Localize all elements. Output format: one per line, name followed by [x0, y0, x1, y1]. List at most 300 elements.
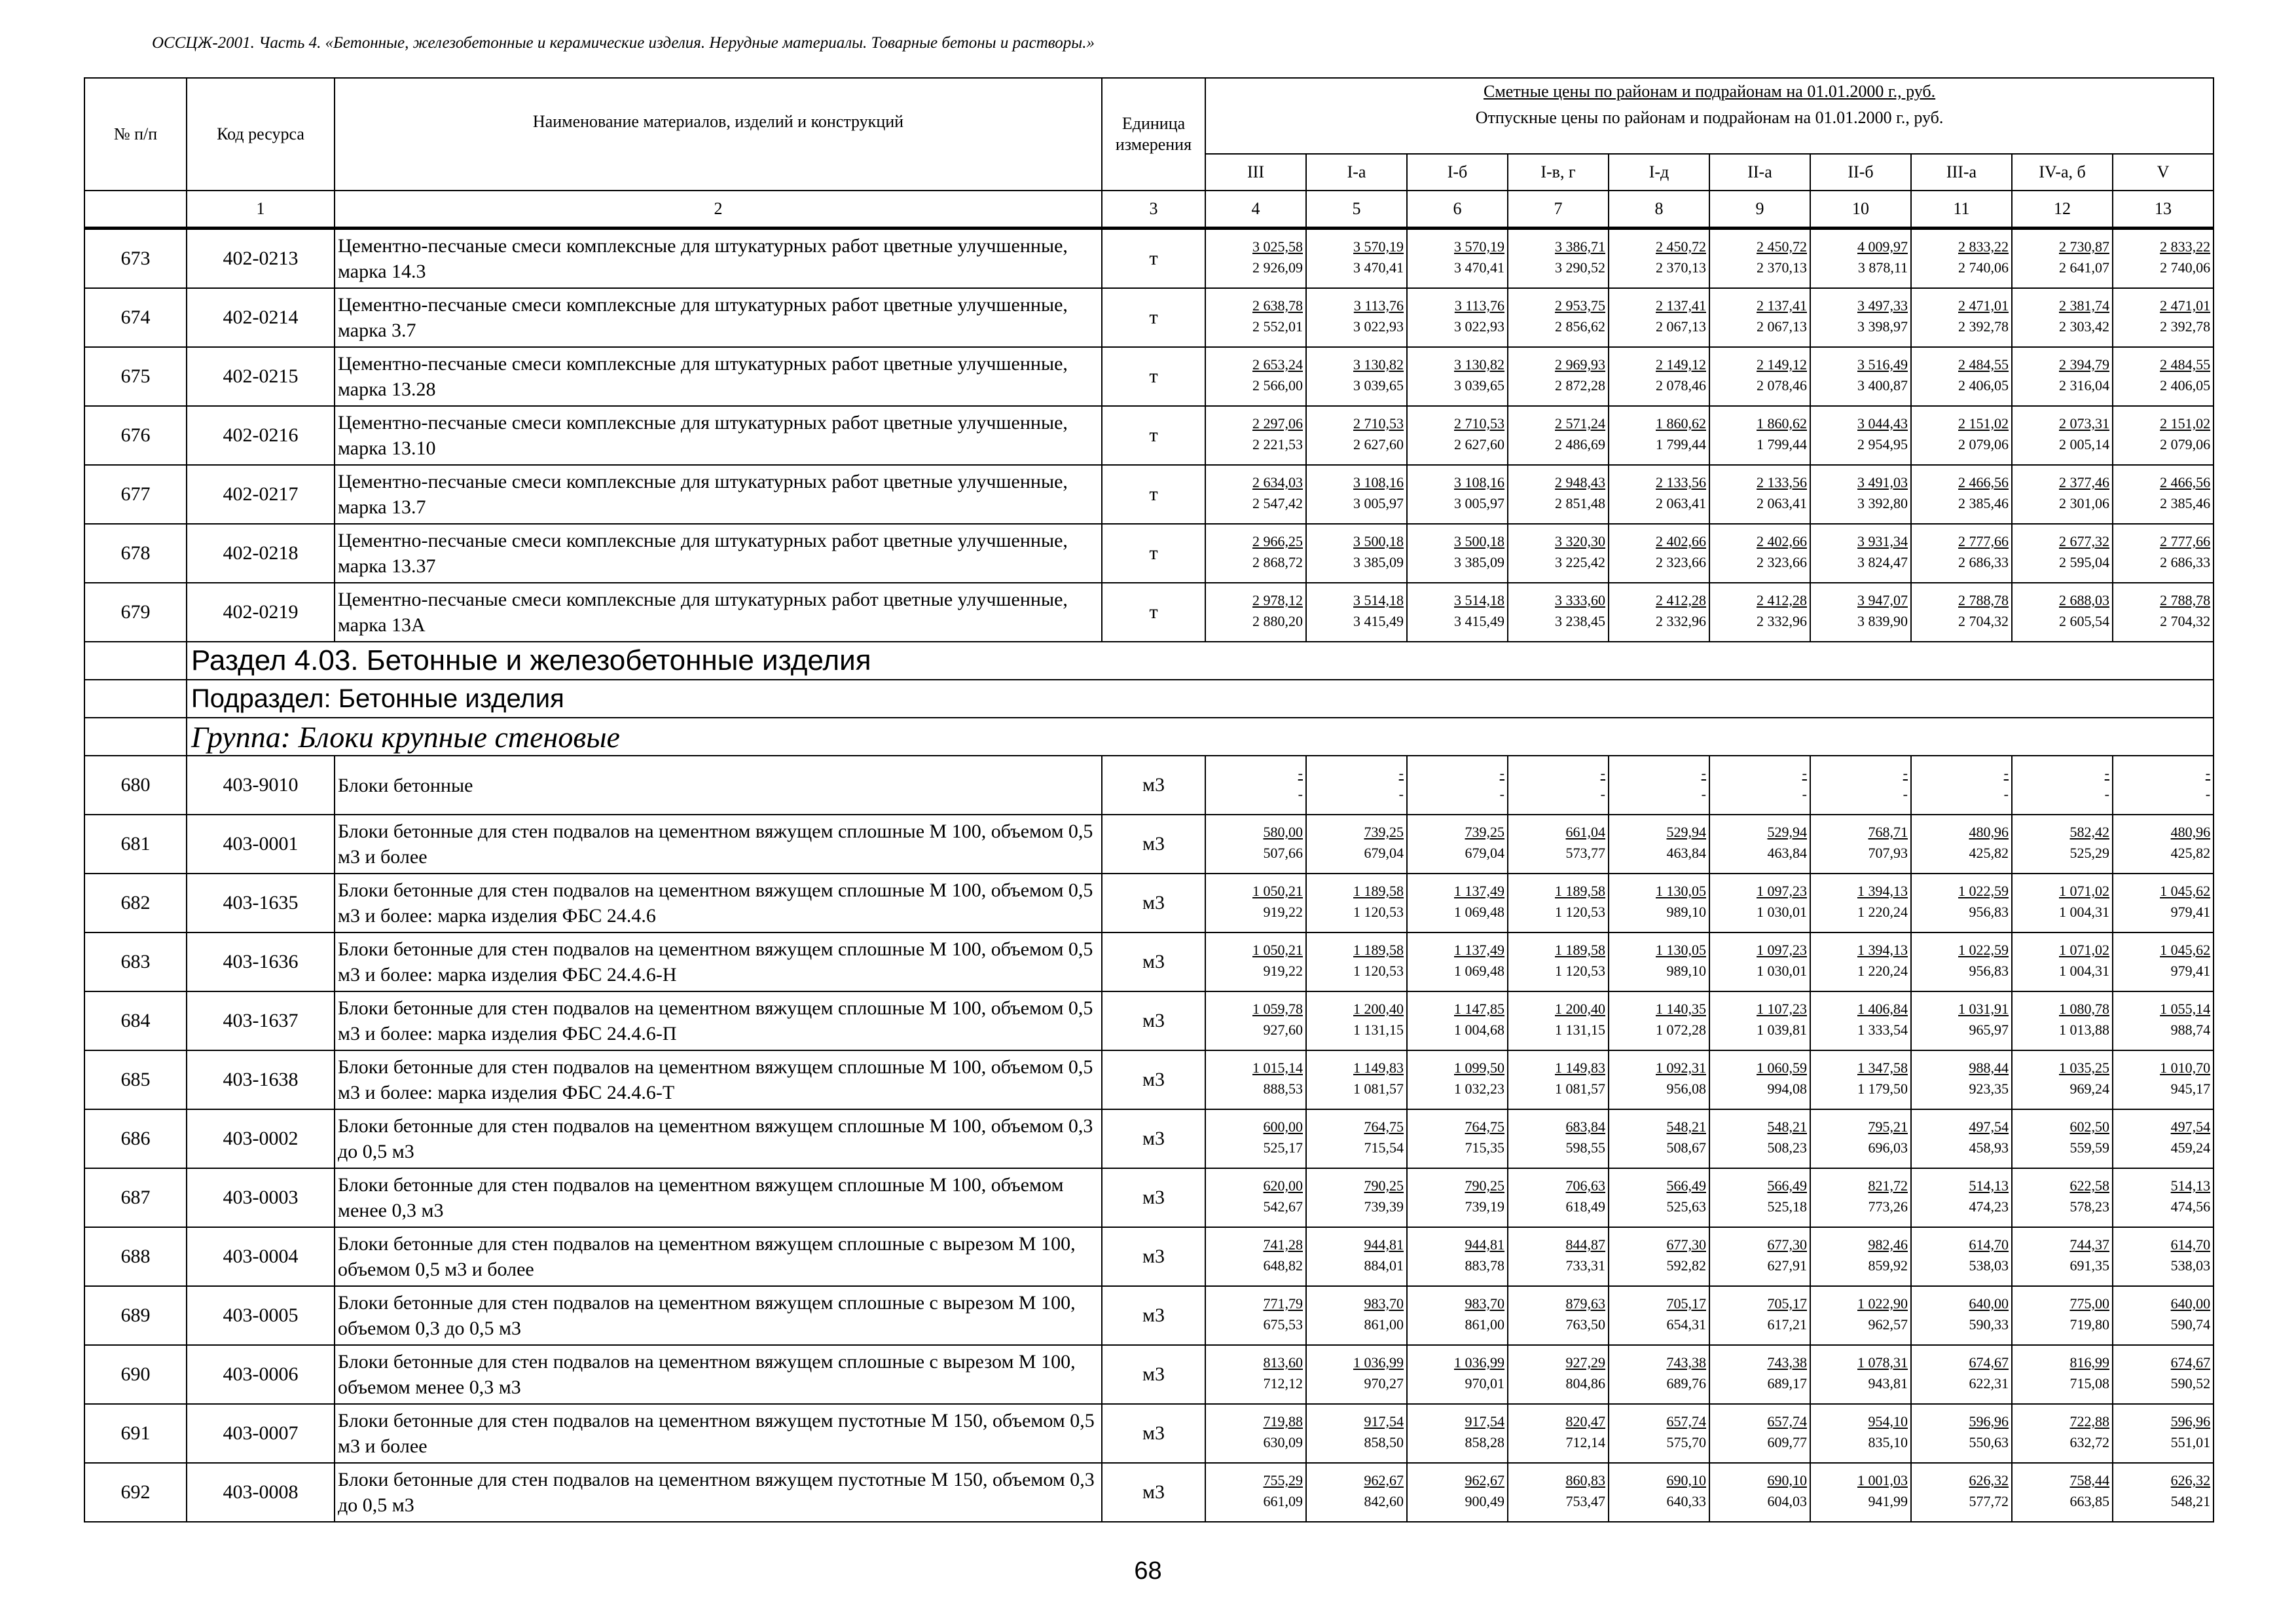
factory-price: 733,31	[1565, 1257, 1605, 1274]
factory-price: 2 686,33	[1958, 554, 2009, 570]
resource-code: 403-0008	[187, 1463, 335, 1522]
price-cell	[1810, 1168, 1911, 1227]
estimate-price: 917,54	[1364, 1413, 1404, 1430]
factory-price: 675,53	[1263, 1316, 1303, 1333]
estimate-price: 3 500,18	[1353, 533, 1404, 549]
estimate-price: 480,96	[2170, 824, 2211, 840]
estimate-price: 3 514,18	[1353, 592, 1404, 608]
price-cell	[1709, 1463, 1810, 1522]
price-cell	[1205, 1404, 1306, 1463]
row-number: 686	[84, 1109, 187, 1168]
price-cell	[1609, 583, 1709, 642]
estimate-price: 820,47	[1565, 1413, 1605, 1430]
estimate-price: 764,75	[1364, 1118, 1404, 1135]
estimate-price: 3 108,16	[1454, 474, 1504, 490]
price-cell	[1609, 229, 1709, 289]
estimate-price: 1 092,31	[1656, 1060, 1706, 1076]
factory-price: 3 839,90	[1857, 613, 1908, 629]
factory-price: 3 022,93	[1353, 318, 1404, 335]
resource-code: 403-0002	[187, 1109, 335, 1168]
factory-price: 630,09	[1263, 1434, 1303, 1450]
estimate-price: 2 777,66	[1958, 533, 2009, 549]
estimate-price: 1 200,40	[1353, 1001, 1404, 1017]
resource-code: 402-0219	[187, 583, 335, 642]
factory-price: -	[1398, 786, 1404, 802]
estimate-price: 2 634,03	[1252, 474, 1303, 490]
estimate-price: 3 386,71	[1555, 238, 1605, 255]
row-number: 674	[84, 288, 187, 347]
factory-price: 577,72	[1969, 1493, 2009, 1509]
factory-price: 2 856,62	[1555, 318, 1605, 335]
estimate-price: 3 130,82	[1353, 356, 1404, 373]
factory-price: 2 926,09	[1252, 259, 1303, 276]
price-cell	[2012, 1227, 2113, 1286]
estimate-price: 2 137,41	[1656, 297, 1706, 314]
estimate-price: 690,10	[1767, 1472, 1807, 1488]
col-header-name: Наименование материалов, изделий и конструкций	[335, 78, 1102, 191]
column-number: 11	[1911, 191, 2012, 229]
estimate-price: 548,21	[1666, 1118, 1706, 1135]
price-cell	[1609, 1463, 1709, 1522]
factory-price: 2 392,78	[1958, 318, 2009, 335]
estimate-price: 3 025,58	[1252, 238, 1303, 255]
estimate-price: 3 130,82	[1454, 356, 1504, 373]
factory-price: 663,85	[2069, 1493, 2109, 1509]
price-cell	[2113, 406, 2214, 465]
price-cell	[1205, 874, 1306, 932]
price-cell	[1709, 991, 1810, 1050]
factory-price: 2 872,28	[1555, 377, 1605, 394]
estimate-price: 2 466,56	[1958, 474, 2009, 490]
factory-price: 941,99	[1868, 1493, 1908, 1509]
factory-price: 1 081,57	[1353, 1080, 1404, 1097]
factory-price: 712,14	[1565, 1434, 1605, 1450]
price-cell	[1508, 1227, 1609, 1286]
factory-price: 956,83	[1969, 963, 2009, 979]
estimate-price: 1 189,58	[1353, 883, 1404, 899]
price-cell	[1709, 583, 1810, 642]
table-row	[84, 1227, 2214, 1286]
factory-price: 689,17	[1767, 1375, 1807, 1392]
price-cell	[1911, 406, 2012, 465]
column-number: 13	[2113, 191, 2214, 229]
unit: м3	[1102, 1109, 1205, 1168]
item-name: Блоки бетонные для стен подвалов на цементном вяжущем сплошные с вырезом М 100, объемом менее 0,3 м3	[335, 1345, 1102, 1404]
price-cell	[2113, 288, 2214, 347]
price-cell	[1508, 756, 1609, 815]
estimate-price: 3 516,49	[1857, 356, 1908, 373]
factory-price: 474,23	[1969, 1198, 2009, 1215]
estimate-price: 3 500,18	[1454, 533, 1504, 549]
estimate-price: 816,99	[2069, 1354, 2109, 1371]
estimate-price: 2 777,66	[2160, 533, 2211, 549]
estimate-price: 1 045,62	[2160, 942, 2211, 958]
estimate-price: 2 402,66	[1656, 533, 1706, 549]
factory-price: 463,84	[1767, 845, 1807, 861]
price-cell	[1609, 465, 1709, 524]
resource-code: 403-1635	[187, 874, 335, 932]
factory-price: 691,35	[2069, 1257, 2109, 1274]
estimate-price: -	[1499, 765, 1504, 781]
estimate-price: 674,67	[2170, 1354, 2211, 1371]
price-cell	[1911, 1227, 2012, 1286]
factory-price: 945,17	[2170, 1080, 2211, 1097]
estimate-price: 1 045,62	[2160, 883, 2211, 899]
resource-code: 403-1636	[187, 932, 335, 991]
estimate-price: 2 402,66	[1757, 533, 1807, 549]
factory-price: 542,67	[1263, 1198, 1303, 1215]
item-name: Блоки бетонные для стен подвалов на цементном вяжущем сплошные с вырезом М 100, объемом 0,5 м3 и более	[335, 1227, 1102, 1286]
estimate-price: 626,32	[2170, 1472, 2211, 1488]
table-row	[84, 1345, 2214, 1404]
table-row	[84, 991, 2214, 1050]
factory-price: 989,10	[1666, 963, 1706, 979]
price-cell	[1205, 1050, 1306, 1109]
factory-price: 2 686,33	[2160, 554, 2211, 570]
price-cell	[2113, 1109, 2214, 1168]
estimate-price: 1 140,35	[1656, 1001, 1706, 1017]
estimate-price: 1 097,23	[1757, 883, 1807, 899]
item-name: Блоки бетонные для стен подвалов на цементном вяжущем сплошные М 100, объемом 0,5 м3 и более: марка изделия ФБС 24.4.6	[335, 874, 1102, 932]
factory-price: 2 323,66	[1757, 554, 1807, 570]
price-cell	[1508, 406, 1609, 465]
subsection-title-row	[84, 680, 2214, 718]
estimate-price: 657,74	[1767, 1413, 1807, 1430]
estimate-price: 3 333,60	[1555, 592, 1605, 608]
factory-price: 3 878,11	[1857, 259, 1908, 276]
running-header: ОССЦЖ-2001. Часть 4. «Бетонные, железобетонные и керамические изделия. Нерудные материалы. Товарные бетоны и растворы.»	[152, 34, 1095, 52]
price-cell	[1609, 932, 1709, 991]
factory-price: 550,63	[1969, 1434, 2009, 1450]
price-cell	[1407, 815, 1508, 874]
factory-price: 2 641,07	[2059, 259, 2109, 276]
price-cell	[1508, 1286, 1609, 1345]
factory-price: 919,22	[1263, 904, 1303, 920]
price-cell	[2113, 465, 2214, 524]
unit: т	[1102, 406, 1205, 465]
price-cell	[2012, 229, 2113, 289]
group-title-row	[84, 718, 2214, 756]
estimate-price: 2 484,55	[2160, 356, 2211, 373]
price-cell	[1508, 932, 1609, 991]
price-cell	[1508, 874, 1609, 932]
factory-price: -	[2205, 786, 2211, 802]
price-cell	[2012, 465, 2113, 524]
price-cell	[1609, 991, 1709, 1050]
estimate-price: 2 688,03	[2059, 592, 2109, 608]
price-cell	[1508, 1463, 1609, 1522]
factory-price: 696,03	[1868, 1139, 1908, 1156]
factory-price: 739,19	[1465, 1198, 1504, 1215]
price-cell	[1508, 583, 1609, 642]
price-cell	[1508, 1404, 1609, 1463]
unit: м3	[1102, 1168, 1205, 1227]
factory-price: 573,77	[1565, 845, 1605, 861]
table-row	[84, 1286, 2214, 1345]
estimate-price: 614,70	[1969, 1236, 2009, 1253]
price-cell	[1306, 1109, 1407, 1168]
estimate-price: 1 022,59	[1958, 942, 2009, 958]
estimate-price: 2 133,56	[1757, 474, 1807, 490]
factory-price: 2 370,13	[1656, 259, 1706, 276]
item-name: Блоки бетонные для стен подвалов на цементном вяжущем пустотные М 150, объемом 0,5 м3 и более	[335, 1404, 1102, 1463]
price-cell	[1911, 932, 2012, 991]
estimate-price: 596,96	[1969, 1413, 2009, 1430]
price-cell	[1407, 465, 1508, 524]
row-number: 685	[84, 1050, 187, 1109]
price-cell	[1911, 524, 2012, 583]
price-cell	[1810, 1404, 1911, 1463]
estimate-price: 705,17	[1767, 1295, 1807, 1312]
price-cell	[1508, 347, 1609, 406]
price-cell	[1810, 347, 1911, 406]
price-cell	[2012, 1286, 2113, 1345]
estimate-price: 2 833,22	[1958, 238, 2009, 255]
factory-price: 2 005,14	[2059, 436, 2109, 452]
table-row	[84, 1109, 2214, 1168]
estimate-price: 1 406,84	[1857, 1001, 1908, 1017]
factory-price: 3 470,41	[1353, 259, 1404, 276]
price-cell	[1709, 874, 1810, 932]
factory-price: 2 566,00	[1252, 377, 1303, 394]
estimate-price: 1 060,59	[1757, 1060, 1807, 1076]
factory-price: 859,92	[1868, 1257, 1908, 1274]
price-cell	[1709, 1345, 1810, 1404]
factory-price: 2 740,06	[1958, 259, 2009, 276]
factory-price: 2 385,46	[1958, 495, 2009, 511]
estimate-price: 1 137,49	[1454, 942, 1504, 958]
row-number: 683	[84, 932, 187, 991]
price-cell	[2113, 874, 2214, 932]
factory-price: 956,83	[1969, 904, 2009, 920]
price-cell	[2113, 1050, 2214, 1109]
item-name: Цементно-песчаные смеси комплексные для штукатурных работ цветные улучшенные, марка 13.7	[335, 465, 1102, 524]
price-cell	[1205, 1345, 1306, 1404]
factory-price: 689,76	[1666, 1375, 1706, 1392]
factory-price: 2 079,06	[1958, 436, 2009, 452]
factory-price: 962,57	[1868, 1316, 1908, 1333]
factory-price: 2 078,46	[1656, 377, 1706, 394]
price-cell	[1508, 288, 1609, 347]
factory-price: 861,00	[1364, 1316, 1404, 1333]
estimate-price: 927,29	[1565, 1354, 1605, 1371]
estimate-price: 744,37	[2069, 1236, 2109, 1253]
price-cell	[1911, 1109, 2012, 1168]
estimate-price: 706,63	[1565, 1177, 1605, 1194]
estimate-price: 2 412,28	[1757, 592, 1807, 608]
estimate-price: 1 001,03	[1857, 1472, 1908, 1488]
factory-price: 2 385,46	[2160, 495, 2211, 511]
factory-price: 3 005,97	[1454, 495, 1504, 511]
estimate-price: 743,38	[1666, 1354, 1706, 1371]
column-number: 4	[1205, 191, 1306, 229]
estimate-price: 677,30	[1666, 1236, 1706, 1253]
price-cell	[1810, 1227, 1911, 1286]
estimate-price: 480,96	[1969, 824, 2009, 840]
table-row	[84, 1463, 2214, 1522]
factory-price: -	[1701, 786, 1706, 802]
factory-price: 2 868,72	[1252, 554, 1303, 570]
row-number: 679	[84, 583, 187, 642]
factory-price: 1 013,88	[2059, 1022, 2109, 1038]
estimate-price: 758,44	[2069, 1472, 2109, 1488]
price-cell	[1709, 1227, 1810, 1286]
col-header-code: Код ресурса	[187, 78, 335, 191]
price-cell	[1709, 815, 1810, 874]
estimate-price: 1 015,14	[1252, 1060, 1303, 1076]
price-cell	[1810, 1050, 1911, 1109]
factory-price: 679,04	[1465, 845, 1504, 861]
region-header: II-а	[1709, 154, 1810, 191]
estimate-price: 982,46	[1868, 1236, 1908, 1253]
factory-price: 463,84	[1666, 845, 1706, 861]
factory-price: 559,59	[2069, 1139, 2109, 1156]
estimate-price: 2 151,02	[1958, 415, 2009, 432]
unit: м3	[1102, 1050, 1205, 1109]
factory-price: 622,31	[1969, 1375, 2009, 1392]
price-cell	[1407, 288, 1508, 347]
estimate-price: 690,10	[1666, 1472, 1706, 1488]
estimate-price: 743,38	[1767, 1354, 1807, 1371]
unit: т	[1102, 583, 1205, 642]
price-cell	[1810, 932, 1911, 991]
price-cell	[2012, 524, 2113, 583]
estimate-price: 683,84	[1565, 1118, 1605, 1135]
row-number: 691	[84, 1404, 187, 1463]
resource-code: 403-1638	[187, 1050, 335, 1109]
price-cell	[1911, 229, 2012, 289]
estimate-price: 2 788,78	[1958, 592, 2009, 608]
factory-price: 2 303,42	[2059, 318, 2109, 335]
price-cell	[1709, 465, 1810, 524]
estimate-price: 1 200,40	[1555, 1001, 1605, 1017]
price-cell	[1205, 465, 1306, 524]
region-header: I-д	[1609, 154, 1709, 191]
col-header-prices	[1205, 78, 2214, 154]
factory-price: 739,39	[1364, 1198, 1404, 1215]
price-cell	[1609, 524, 1709, 583]
table-row	[84, 1404, 2214, 1463]
factory-price: 2 316,04	[2059, 377, 2109, 394]
estimate-price: -	[1298, 765, 1303, 781]
price-cell	[1306, 1227, 1407, 1286]
factory-price: 1 030,01	[1757, 963, 1807, 979]
price-cell	[1306, 465, 1407, 524]
row-number: 688	[84, 1227, 187, 1286]
price-cell	[1205, 1109, 1306, 1168]
factory-price: 525,63	[1666, 1198, 1706, 1215]
estimate-price: 1 097,23	[1757, 942, 1807, 958]
estimate-price: 614,70	[2170, 1236, 2211, 1253]
price-cell	[1709, 1404, 1810, 1463]
estimate-price: 764,75	[1465, 1118, 1504, 1135]
factory-price: 842,60	[1364, 1493, 1404, 1509]
factory-price: 3 385,09	[1454, 554, 1504, 570]
resource-code: 403-0006	[187, 1345, 335, 1404]
estimate-price: 622,58	[2069, 1177, 2109, 1194]
factory-price: 1 120,53	[1353, 963, 1404, 979]
unit: м3	[1102, 874, 1205, 932]
estimate-price: 983,70	[1465, 1295, 1504, 1312]
resource-code: 402-0213	[187, 229, 335, 289]
price-cell	[2113, 1286, 2214, 1345]
price-cell	[2113, 932, 2214, 991]
price-cell	[1407, 1109, 1508, 1168]
price-cell	[1407, 1463, 1508, 1522]
estimate-price: 640,00	[1969, 1295, 2009, 1312]
estimate-price: 602,50	[2069, 1118, 2109, 1135]
prices-estimate-label: Сметные цены по районам и подрайонам на 01.01.2000 г., руб.	[1483, 82, 1936, 101]
factory-price: 970,01	[1465, 1375, 1504, 1392]
price-cell	[1709, 524, 1810, 583]
unit: м3	[1102, 815, 1205, 874]
item-name: Цементно-песчаные смеси комплексные для штукатурных работ цветные улучшенные, марка 3.7	[335, 288, 1102, 347]
resource-code: 402-0217	[187, 465, 335, 524]
factory-price: 3 039,65	[1454, 377, 1504, 394]
estimate-price: 2 638,78	[1252, 297, 1303, 314]
factory-price: 2 704,32	[2160, 613, 2211, 629]
factory-price: 525,17	[1263, 1139, 1303, 1156]
price-cell	[1911, 815, 2012, 874]
column-number: 9	[1709, 191, 1810, 229]
factory-price: 988,74	[2170, 1022, 2211, 1038]
unit: т	[1102, 229, 1205, 289]
table-row	[84, 406, 2214, 465]
estimate-price: -	[2003, 765, 2009, 781]
estimate-price: 2 948,43	[1555, 474, 1605, 490]
factory-price: 3 415,49	[1454, 613, 1504, 629]
estimate-price: 2 953,75	[1555, 297, 1605, 314]
unit: м3	[1102, 991, 1205, 1050]
estimate-price: 739,25	[1364, 824, 1404, 840]
price-cell	[1306, 1286, 1407, 1345]
estimate-price: 3 570,19	[1454, 238, 1504, 255]
price-cell	[2113, 347, 2214, 406]
estimate-price: 514,13	[1969, 1177, 2009, 1194]
factory-price: 2 627,60	[1454, 436, 1504, 452]
price-cell	[1810, 406, 1911, 465]
factory-price: -	[1499, 786, 1504, 802]
col-header-no: № п/п	[84, 78, 187, 191]
estimate-price: 795,21	[1868, 1118, 1908, 1135]
factory-price: 661,09	[1263, 1493, 1303, 1509]
region-header: II-б	[1810, 154, 1911, 191]
price-cell	[1609, 347, 1709, 406]
estimate-price: 3 113,76	[1454, 297, 1504, 314]
estimate-price: 3 497,33	[1857, 297, 1908, 314]
table-row	[84, 874, 2214, 932]
price-cell	[1205, 1286, 1306, 1345]
price-cell	[1306, 583, 1407, 642]
factory-price: -	[1600, 786, 1605, 802]
price-cell	[1407, 756, 1508, 815]
estimate-price: 739,25	[1465, 824, 1504, 840]
estimate-price: 1 149,83	[1555, 1060, 1605, 1076]
factory-price: 979,41	[2170, 904, 2211, 920]
table-row	[84, 756, 2214, 815]
factory-price: 884,01	[1364, 1257, 1404, 1274]
row-number: 692	[84, 1463, 187, 1522]
estimate-price: 3 108,16	[1353, 474, 1404, 490]
price-cell	[2113, 229, 2214, 289]
estimate-price: 705,17	[1666, 1295, 1706, 1312]
price-cell	[1810, 229, 1911, 289]
factory-price: 1 799,44	[1757, 436, 1807, 452]
estimate-price: 1 078,31	[1857, 1354, 1908, 1371]
price-cell	[1709, 1286, 1810, 1345]
estimate-price: 2 450,72	[1656, 238, 1706, 255]
price-cell	[1709, 756, 1810, 815]
